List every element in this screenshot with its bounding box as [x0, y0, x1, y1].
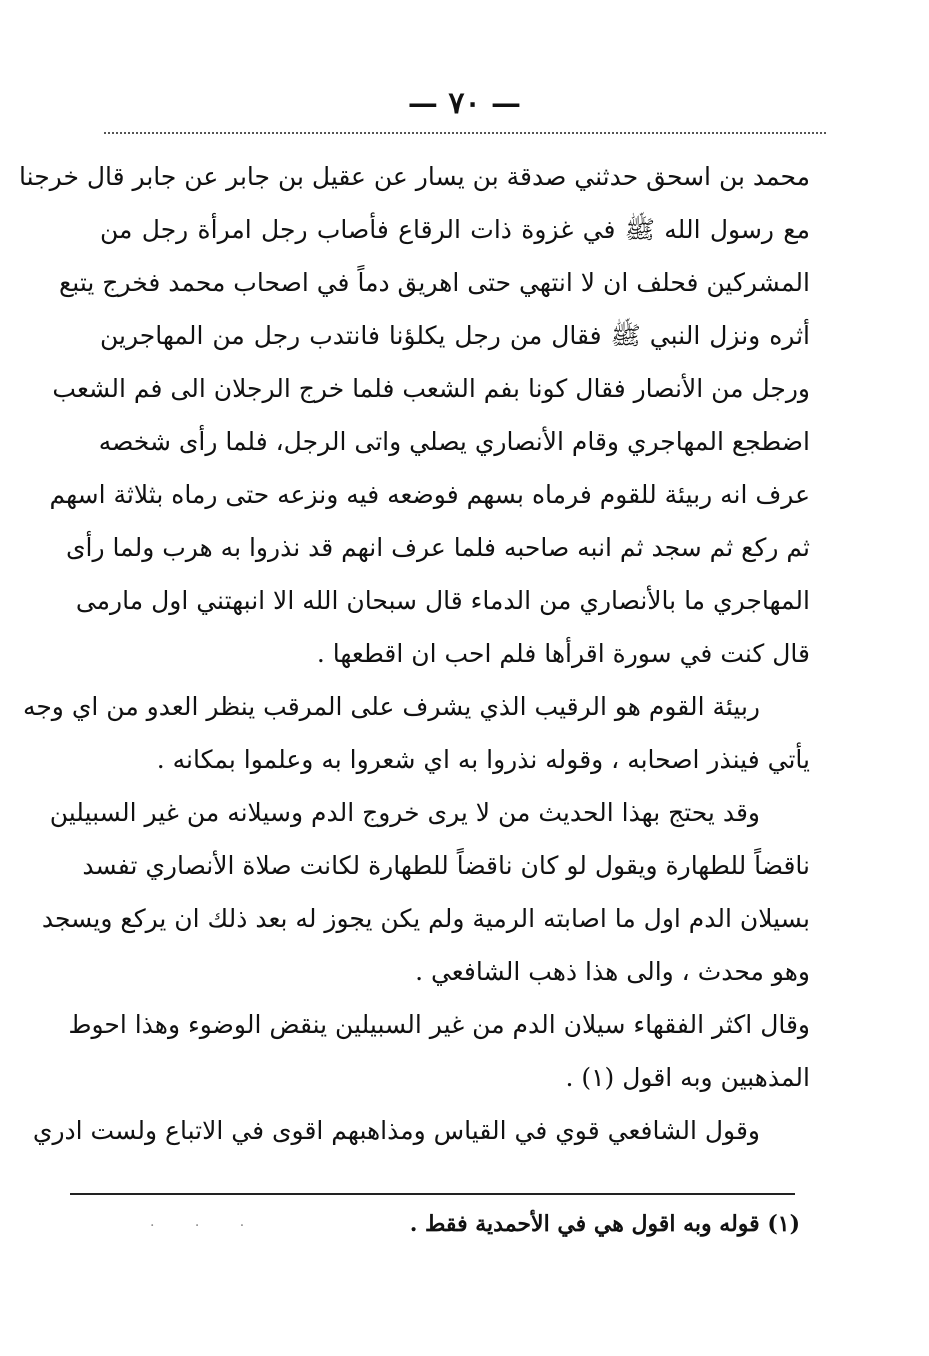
text-line: وقد يحتج بهذا الحديث من لا يرى خروج الدم وسيلانه من غير السبيلين [49, 798, 760, 827]
text-line: المذهبين وبه اقول (١) . [565, 1063, 810, 1092]
text-line: بسيلان الدم اول ما اصابته الرمية ولم يكن يجوز له بعد ذلك ان يركع ويسجد [41, 904, 810, 933]
text-line: وقول الشافعي قوي في القياس ومذاهبهم اقوى في الاتباع ولست ادري [32, 1116, 760, 1145]
footnote-divider [70, 1193, 795, 1195]
text-line: قال كنت في سورة اقرأها فلم احب ان اقطعها . [316, 639, 810, 668]
body-text [19, 150, 810, 1157]
text-line: وقال اكثر الفقهاء سيلان الدم من غير السبيلين ينقض الوضوء وهذا احوط [68, 1010, 810, 1039]
text-line: المشركين فحلف ان لا انتهي حتى اهريق دماً في اصحاب محمد فخرج يتبع [58, 268, 810, 297]
text-line: محمد بن اسحق حدثني صدقة بن يسار عن عقيل بن جابر عن جابر قال خرجنا [19, 162, 810, 191]
text-line: عرف انه ربيئة للقوم فرماه بسهم فوضعه فيه ونزعه حتى رماه بثلاثة اسهم [49, 480, 810, 509]
text-line: المهاجري ما بالأنصاري من الدماء قال سبحان الله الا انبهتني اول مارمى [75, 586, 810, 615]
page-number: — ٧٠ — [407, 86, 522, 121]
text-line: يأتي فينذر اصحابه ، وقوله نذروا به اي شعروا به وعلموا بمكانه . [156, 745, 810, 774]
text-line: ثم ركع ثم سجد ثم انبه صاحبه فلما عرف انهم قد نذروا به هرب ولما رأى [65, 533, 810, 562]
header-divider [104, 132, 826, 134]
text-line: ربيئة القوم هو الرقيب الذي يشرف على المرقب ينظر العدو من اي وجه [22, 692, 760, 721]
text-line: ورجل من الأنصار فقال كونا بفم الشعب فلما خرج الرجلان الى فم الشعب [52, 374, 810, 403]
footnote: (١) قوله وبه اقول هي في الأحمدية فقط . [409, 1211, 800, 1237]
text-line: وهو محدث ، والى هذا ذهب الشافعي . [415, 957, 810, 986]
text-line: مع رسول الله ﷺ في غزوة ذات الرقاع فأصاب رجل امرأة رجل من [100, 215, 810, 244]
text-line: اضطجع المهاجري وقام الأنصاري يصلي واتى الرجل، فلما رأى شخصه [98, 427, 810, 456]
text-line: ناقضاً للطهارة ويقول لو كان ناقضاً للطهارة لكانت صلاة الأنصاري تفسد [82, 851, 810, 880]
text-line: أثره ونزل النبي ﷺ فقال من رجل يكلؤنا فانتدب رجل من المهاجرين [100, 321, 810, 350]
scan-specks: · · · [150, 1218, 263, 1234]
